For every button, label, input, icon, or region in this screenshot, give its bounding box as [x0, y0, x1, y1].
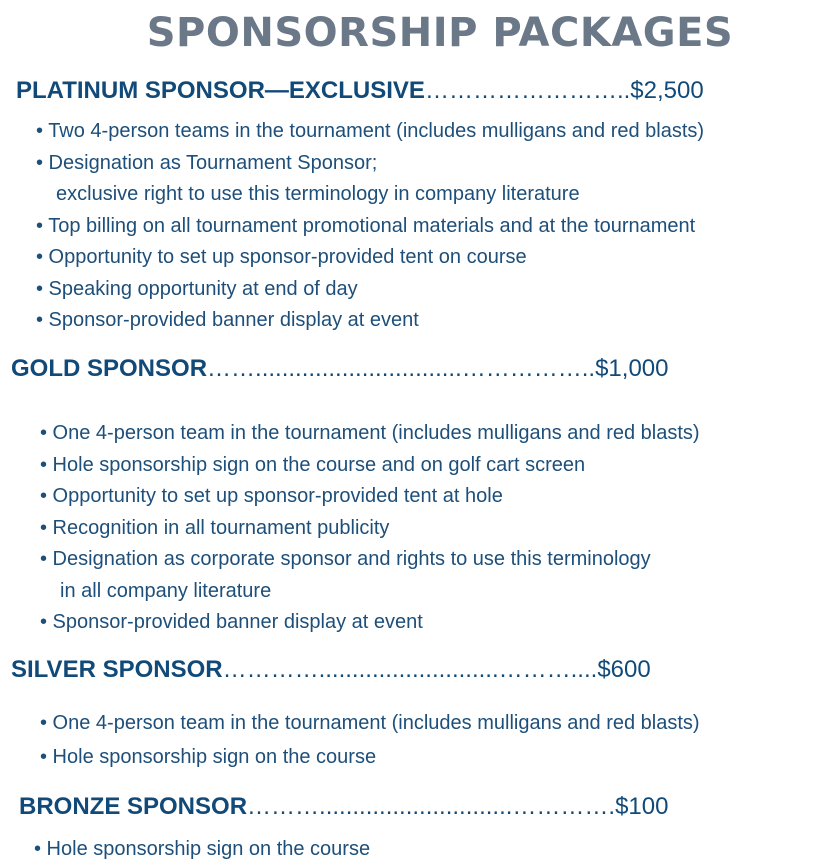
benefit-item: • Two 4-person teams in the tournament (includes mulligans and red blasts) — [36, 120, 705, 142]
benefit-item: • Speaking opportunity at end of day — [36, 277, 358, 300]
package-name: GOLD SPONSOR — [11, 355, 208, 382]
package-header-gold — [11, 355, 668, 383]
benefit-item: • Designation as Tournament Sponsor; — [36, 151, 378, 174]
benefit-item: • Hole sponsorship sign on the course — [34, 838, 371, 860]
package-name: BRONZE SPONSOR — [19, 793, 248, 820]
package-header-silver — [11, 656, 651, 684]
page-title: SPONSORSHIP PACKAGES — [146, 10, 734, 56]
leader-dots: ……...............................…………….. — [207, 355, 596, 382]
benefit-item: • Opportunity to set up sponsor-provided tent on course — [36, 246, 527, 268]
benefit-item: • Designation as corporate sponsor and rights to use this terminology — [40, 548, 651, 570]
benefit-item: • Hole sponsorship sign on the course — [40, 746, 377, 768]
benefit-item-continuation: in all company literature — [60, 579, 272, 602]
benefit-item: • Sponsor-provided banner display at event — [36, 309, 419, 331]
package-header-platinum — [16, 77, 704, 105]
leader-dots: …………………….. — [424, 77, 631, 104]
package-price: $100 — [615, 793, 669, 820]
benefit-list-gold — [40, 418, 700, 639]
benefit-item: • Sponsor-provided banner display at event — [40, 611, 423, 633]
benefit-item: • Top billing on all tournament promotional materials and at the tournament — [36, 214, 696, 237]
benefit-item: • Recognition in all tournament publicity — [40, 516, 390, 539]
benefit-item: • One 4-person team in the tournament (includes mulligans and red blasts) — [40, 712, 700, 734]
benefit-list-platinum — [36, 116, 704, 337]
benefit-item: • Opportunity to set up sponsor-provided tent at hole — [40, 485, 503, 507]
benefit-item-continuation: exclusive right to use this terminology in company literature — [56, 183, 580, 205]
package-price: $1,000 — [595, 355, 669, 382]
leader-dots: …………...........................……….... — [222, 656, 598, 683]
package-price: $600 — [597, 656, 651, 683]
package-price: $2,500 — [630, 77, 704, 104]
benefit-list-bronze — [34, 834, 370, 866]
benefit-item: • Hole sponsorship sign on the course and on golf cart screen — [40, 453, 586, 476]
package-header-bronze — [19, 793, 668, 821]
package-name: SILVER SPONSOR — [11, 656, 223, 683]
package-name: PLATINUM SPONSOR—EXCLUSIVE — [16, 77, 425, 104]
benefit-list-silver — [40, 706, 700, 774]
leader-dots: ……….............................…………. — [247, 793, 616, 820]
benefit-item: • One 4-person team in the tournament (includes mulligans and red blasts) — [40, 422, 700, 444]
